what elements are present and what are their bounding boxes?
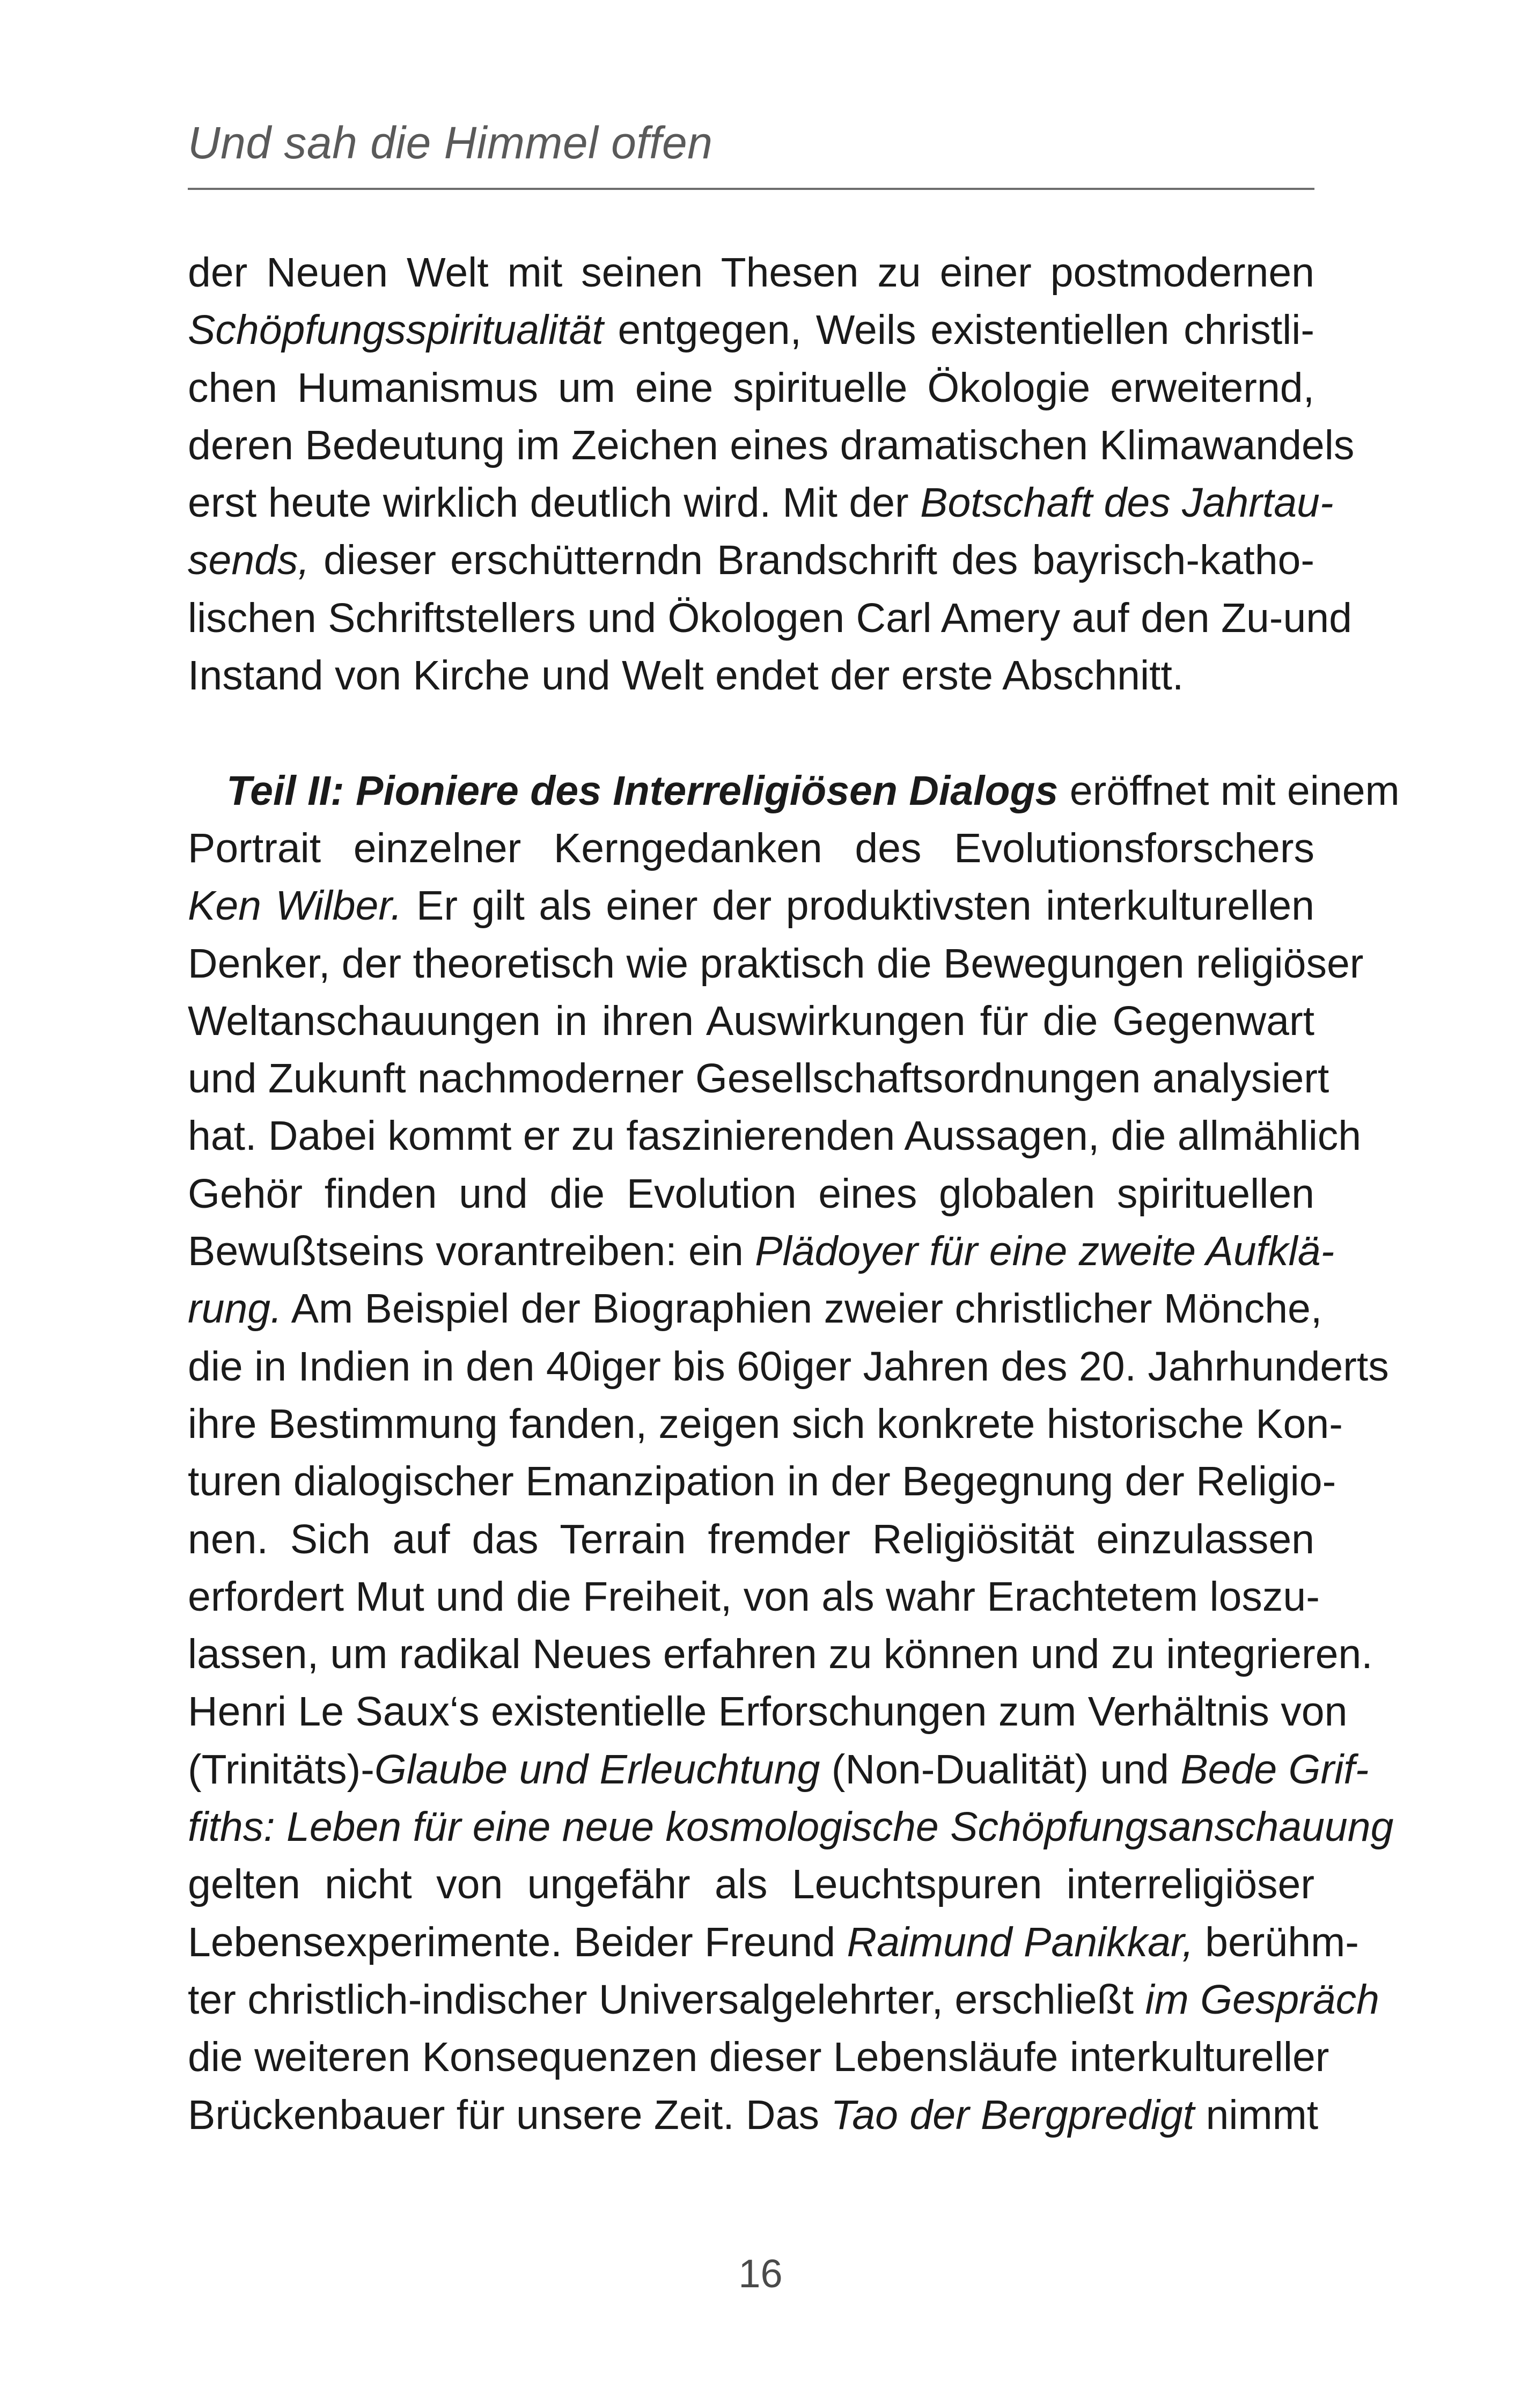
text-line: Henri Le Saux‘s existentielle Erforschungen zum Verhältnis von: [188, 1688, 1348, 1735]
text-line: sends, dieser erschütterndn Brandschrift des bayrisch-katho-: [188, 537, 1314, 584]
text-line: erfordert Mut und die Freiheit, von als wahr Erachtetem loszu-: [188, 1573, 1320, 1620]
text-line: Teil II: Pioniere des Interreligiösen Dialogs eröffnet mit einem: [226, 767, 1400, 814]
text-line: Denker, der theoretisch wie praktisch die Bewegungen religiöser: [188, 940, 1364, 987]
text-line: der Neuen Welt mit seinen Thesen zu einer postmodernen: [188, 249, 1314, 296]
text-line: ter christlich-indischer Universalgelehrter, erschließt im Gespräch: [188, 1976, 1379, 2023]
paragraph-gap: [188, 704, 1314, 762]
paragraph-1: [188, 244, 1355, 704]
text-line: deren Bedeutung im Zeichen eines dramatischen Klimawandels: [188, 422, 1355, 468]
text-line: (Trinitäts)-Glaube und Erleuchtung (Non-Dualität) und Bede Grif-: [188, 1746, 1369, 1793]
text-line: hat. Dabei kommt er zu faszinierenden Aussagen, die allmählich: [188, 1113, 1362, 1159]
text-line: Portrait einzelner Kerngedanken des Evolutionsforschers: [188, 825, 1314, 871]
text-line: die in Indien in den 40iger bis 60iger Jahren des 20. Jahrhunderts: [188, 1343, 1389, 1390]
text-line: Brückenbauer für unsere Zeit. Das Tao der Bergpredigt nimmt: [188, 2091, 1319, 2138]
text-line: Bewußtseins vorantreiben: ein Plädoyer für eine zweite Aufklä-: [188, 1228, 1335, 1275]
text-line: lassen, um radikal Neues erfahren zu können und zu integrieren.: [188, 1631, 1373, 1678]
text-line: nen. Sich auf das Terrain fremder Religiösität einzulassen: [188, 1516, 1314, 1562]
header-rule: [188, 188, 1314, 190]
text-line: rung. Am Beispiel der Biographien zweier christlicher Mönche,: [188, 1286, 1322, 1332]
running-head-title: Und sah die Himmel offen: [188, 118, 713, 168]
section-heading-inline: Teil II: Pioniere des Interreligiösen Dialogs: [226, 767, 1059, 814]
text-line: Schöpfungsspiritualität entgegen, Weils existentiellen christli-: [188, 307, 1314, 354]
page-number: 16: [738, 2251, 783, 2296]
text-line: fiths: Leben für eine neue kosmologische Schöpfungsanschauung: [188, 1804, 1394, 1851]
text-line: Gehör finden und die Evolution eines globalen spirituellen: [188, 1170, 1314, 1217]
text-line: ihre Bestimmung fanden, zeigen sich konkrete historische Kon-: [188, 1400, 1343, 1447]
text-line: erst heute wirklich deutlich wird. Mit der Botschaft des Jahrtau-: [188, 480, 1334, 526]
text-line: gelten nicht von ungefähr als Leuchtspuren interreligiöser: [188, 1861, 1314, 1908]
body-text: [188, 244, 1400, 2144]
text-line: Lebensexperimente. Beider Freund Raimund Panikkar, berühm-: [188, 1919, 1359, 1965]
text-line: Instand von Kirche und Welt endet der erste Abschnitt.: [188, 652, 1184, 699]
text-line: die weiteren Konsequenzen dieser Lebensläufe interkultureller: [188, 2034, 1329, 2081]
text-line: und Zukunft nachmoderner Gesellschaftsordnungen analysiert: [188, 1055, 1329, 1102]
text-line: turen dialogischer Emanzipation in der Begegnung der Religio-: [188, 1458, 1336, 1505]
text-line: lischen Schriftstellers und Ökologen Carl Amery auf den Zu-und: [188, 594, 1352, 641]
text-line: Weltanschauungen in ihren Auswirkungen für die Gegenwart: [188, 997, 1314, 1044]
text-line: chen Humanismus um eine spirituelle Ökologie erweiternd,: [188, 364, 1314, 411]
paragraph-2: [188, 762, 1400, 2144]
text-line: Ken Wilber. Er gilt als einer der produktivsten interkulturellen: [188, 883, 1314, 929]
